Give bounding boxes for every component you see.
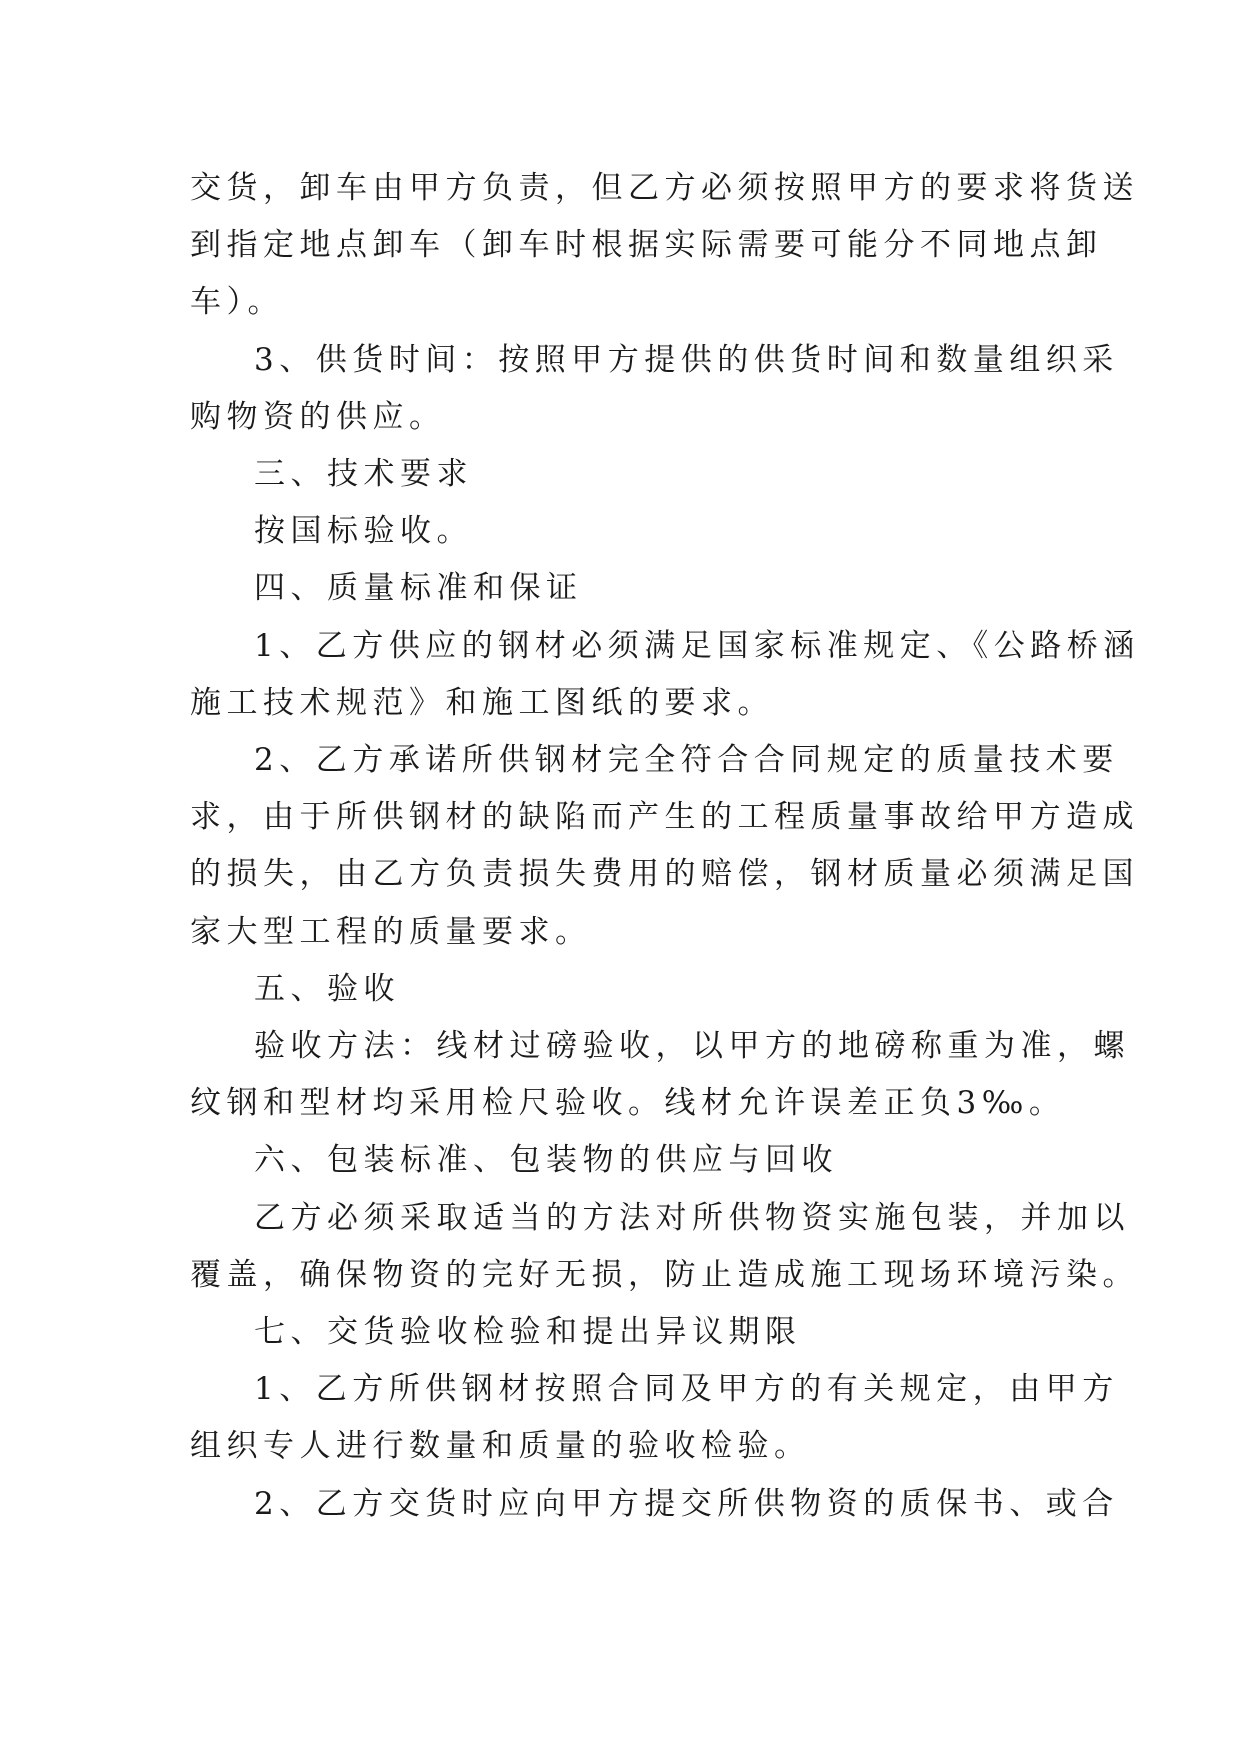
text-line: 覆盖，确保物资的完好无损，防止造成施工现场环境污染。 [190,1256,1139,1293]
text-line: 纹钢和型材均采用检尺验收。线材允许误差正负3‰。 [190,1085,1066,1122]
text-line: 2、乙方承诺所供钢材完全符合合同规定的质量技术要 [254,742,1119,779]
text-line: 车）。 [190,284,284,321]
text-line: 六、包装标准、包装物的供应与回收 [254,1142,838,1179]
text-line: 购物资的供应。 [190,398,446,435]
text-line: 家大型工程的质量要求。 [190,913,592,950]
text-line: 施工技术规范》和施工图纸的要求。 [190,684,774,721]
text-line: 组织专人进行数量和质量的验收检验。 [190,1428,811,1465]
text-line: 1、乙方所供钢材按照合同及甲方的有关规定，由甲方 [254,1371,1119,1408]
text-line: 3、供货时间：按照甲方提供的供货时间和数量组织采 [254,341,1119,378]
text-line: 到指定地点卸车（卸车时根据实际需要可能分不同地点卸 [190,227,1103,264]
text-line: 的损失，由乙方负责损失费用的赔偿，钢材质量必须满足国 [190,856,1139,893]
text-line: 按国标验收。 [254,513,473,550]
text-line: 五、验收 [254,970,400,1007]
text-line: 2、乙方交货时应向甲方提交所供物资的质保书、或合 [254,1485,1119,1522]
text-line: 交货，卸车由甲方负责，但乙方必须按照甲方的要求将货送 [190,170,1139,206]
document-body [190,160,1140,1533]
text-line: 七、交货验收检验和提出异议期限 [254,1314,802,1351]
text-line: 求，由于所供钢材的缺陷而产生的工程质量事故给甲方造成 [190,799,1139,836]
text-line: 1、乙方供应的钢材必须满足国家标准规定、《公路桥涵 [254,627,1140,664]
text-line: 验收方法：线材过磅验收，以甲方的地磅称重为准，螺 [254,1028,1130,1065]
text-line: 四、质量标准和保证 [254,570,583,607]
text-line: 三、技术要求 [254,456,473,493]
text-line: 乙方必须采取适当的方法对所供物资实施包装，并加以 [254,1199,1130,1236]
